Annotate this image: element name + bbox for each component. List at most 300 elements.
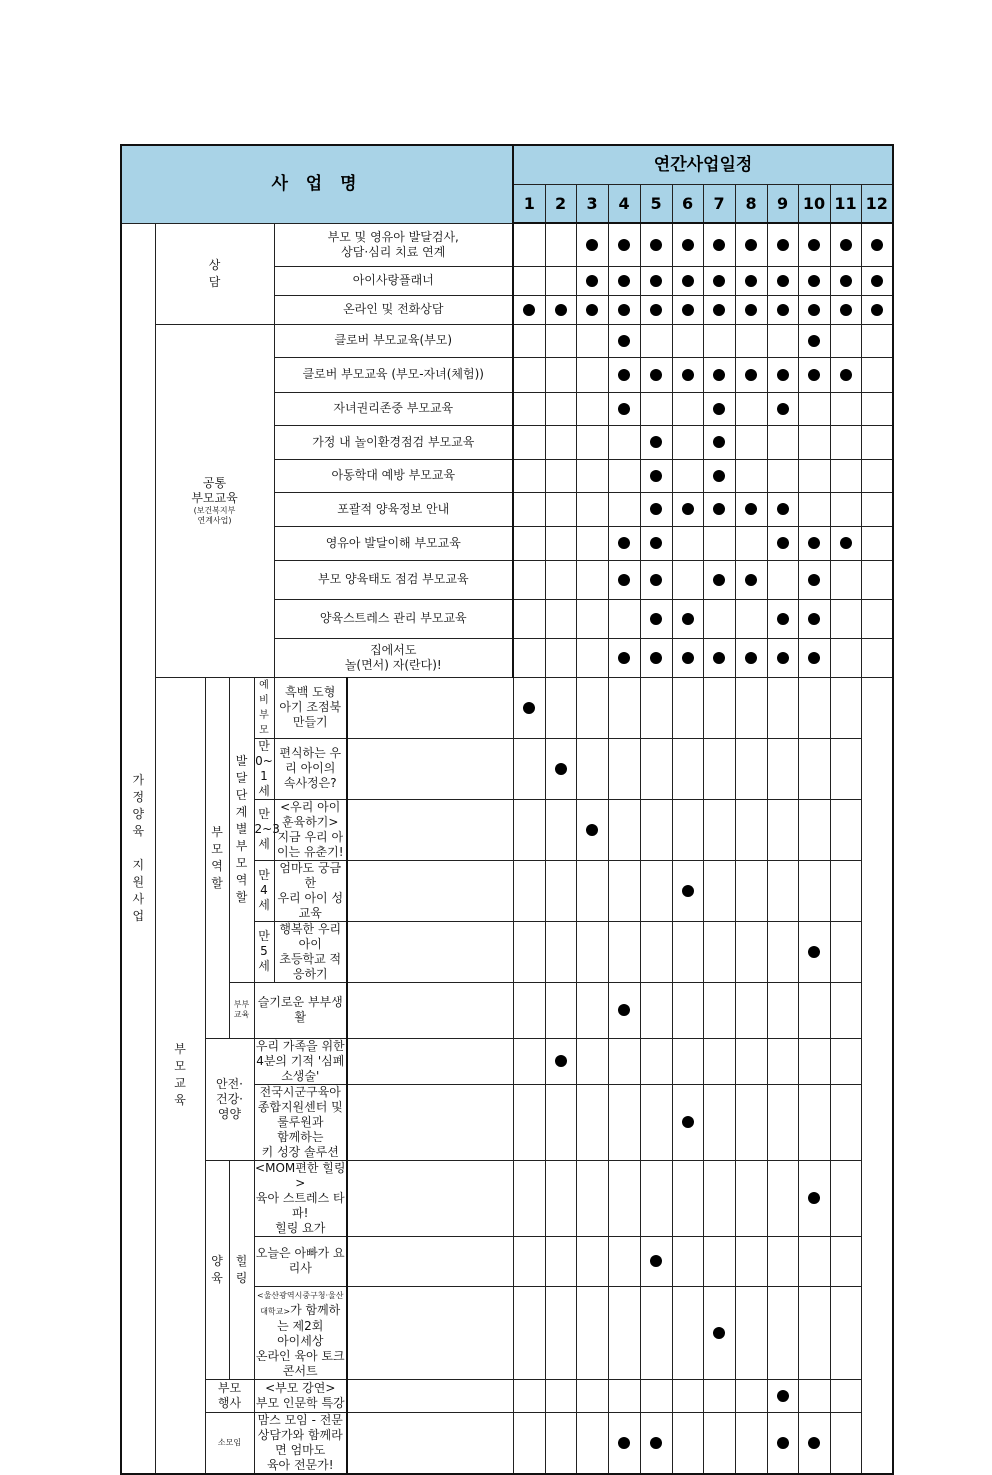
month-cell bbox=[735, 599, 767, 638]
month-cell bbox=[513, 266, 545, 295]
month-cell bbox=[830, 638, 861, 677]
month-cell bbox=[798, 266, 830, 295]
month-cell bbox=[576, 982, 608, 1038]
program-name: <부모 강연> 부모 인문학 특강 bbox=[254, 1379, 347, 1412]
month-cell bbox=[576, 357, 608, 392]
month-cell bbox=[513, 295, 545, 324]
program-name: 영유아 발달이해 부모교육 bbox=[274, 526, 513, 560]
month-cell bbox=[513, 1236, 545, 1286]
month-cell bbox=[830, 223, 861, 266]
month-cell bbox=[545, 860, 576, 921]
program-name: 맘스 모임 - 전문 상담가와 함께라면 엄마도 육아 전문가! bbox=[254, 1412, 347, 1474]
month-cell bbox=[608, 266, 640, 295]
month-cell bbox=[640, 266, 672, 295]
month-cell bbox=[545, 392, 576, 425]
scheduled-dot bbox=[682, 652, 694, 664]
month-cell bbox=[798, 1038, 830, 1084]
month-cell bbox=[672, 1236, 703, 1286]
month-cell bbox=[798, 1379, 830, 1412]
month-cell bbox=[861, 425, 893, 459]
scheduled-dot bbox=[618, 1004, 630, 1016]
scheduled-dot bbox=[650, 503, 662, 515]
month-cell bbox=[798, 982, 830, 1038]
month-cell bbox=[703, 295, 735, 324]
month-cell bbox=[767, 295, 798, 324]
scheduled-dot bbox=[682, 304, 694, 316]
program-name: 클로버 부모교육(부모) bbox=[274, 324, 513, 357]
month-cell bbox=[735, 357, 767, 392]
scheduled-dot bbox=[777, 652, 789, 664]
scheduled-dot bbox=[713, 503, 725, 515]
scheduled-dot bbox=[745, 275, 757, 287]
month-cell bbox=[672, 1038, 703, 1084]
scheduled-dot bbox=[618, 304, 630, 316]
month-cell bbox=[703, 459, 735, 492]
program-name: 흑백 도형 아기 조점북 만들기 bbox=[274, 677, 347, 738]
month-cell bbox=[545, 1038, 576, 1084]
month-cell bbox=[861, 638, 893, 677]
month-cell bbox=[545, 1379, 576, 1412]
scheduled-dot bbox=[777, 1390, 789, 1402]
month-cell bbox=[767, 357, 798, 392]
month-cell bbox=[672, 295, 703, 324]
month-cell bbox=[672, 1379, 703, 1412]
month-cell bbox=[545, 492, 576, 526]
scheduled-dot bbox=[618, 239, 630, 251]
scheduled-dot bbox=[777, 369, 789, 381]
scheduled-dot bbox=[618, 574, 630, 586]
month-cell bbox=[513, 860, 545, 921]
scheduled-dot bbox=[808, 946, 820, 958]
program-name: <MOM편한 힐링> 육아 스트레스 타파! 힐링 요가 bbox=[255, 1160, 346, 1235]
month-cell bbox=[608, 223, 640, 266]
month-cell bbox=[513, 324, 545, 357]
scheduled-dot bbox=[713, 470, 725, 482]
program-name: 집에서도 놀(면서) 자(란다)! bbox=[274, 638, 513, 677]
scheduled-dot bbox=[650, 304, 662, 316]
month-cell bbox=[347, 1286, 513, 1379]
month-cell bbox=[608, 799, 640, 860]
month-cell bbox=[861, 492, 893, 526]
scheduled-dot bbox=[650, 1255, 662, 1267]
month-cell bbox=[703, 1160, 735, 1236]
program-name: <우리 아이 훈육하기> 지금 우리 아이는 유춘기! bbox=[274, 799, 347, 860]
month-cell bbox=[513, 223, 545, 266]
month-cell bbox=[798, 223, 830, 266]
month-cell bbox=[576, 295, 608, 324]
month-cell bbox=[830, 677, 861, 738]
month-cell bbox=[545, 425, 576, 459]
month-cell bbox=[830, 599, 861, 638]
month-cell bbox=[640, 982, 672, 1038]
scheduled-dot bbox=[618, 403, 630, 415]
scheduled-dot bbox=[808, 275, 820, 287]
month-header: 9 bbox=[767, 185, 798, 224]
month-cell bbox=[347, 1160, 513, 1236]
month-cell bbox=[576, 1379, 608, 1412]
scheduled-dot bbox=[777, 613, 789, 625]
schedule-row bbox=[121, 324, 893, 357]
scheduled-dot bbox=[840, 239, 852, 251]
month-cell bbox=[545, 295, 576, 324]
month-cell bbox=[798, 1160, 830, 1236]
month-cell bbox=[640, 1412, 672, 1474]
scheduled-dot bbox=[555, 1055, 567, 1067]
scheduled-dot bbox=[808, 537, 820, 549]
month-cell bbox=[545, 599, 576, 638]
program-name: 슬기로운 부부생활 bbox=[254, 982, 347, 1038]
scheduled-dot bbox=[650, 275, 662, 287]
month-cell bbox=[576, 1412, 608, 1474]
scheduled-dot bbox=[840, 304, 852, 316]
month-cell bbox=[735, 459, 767, 492]
scheduled-dot bbox=[682, 503, 694, 515]
month-cell bbox=[703, 560, 735, 599]
month-cell bbox=[576, 425, 608, 459]
month-cell bbox=[830, 1236, 861, 1286]
scheduled-dot bbox=[586, 239, 598, 251]
month-cell bbox=[735, 324, 767, 357]
month-cell bbox=[703, 677, 735, 738]
month-cell bbox=[703, 1236, 735, 1286]
scheduled-dot bbox=[555, 304, 567, 316]
scheduled-dot bbox=[871, 304, 883, 316]
month-cell bbox=[735, 982, 767, 1038]
month-cell bbox=[830, 526, 861, 560]
month-cell bbox=[640, 1236, 672, 1286]
month-cell bbox=[703, 599, 735, 638]
age-group: 만 5세 bbox=[254, 921, 274, 982]
month-cell bbox=[735, 266, 767, 295]
month-cell bbox=[608, 1412, 640, 1474]
category-common-title: 공통 부모교육 bbox=[191, 475, 238, 505]
month-cell bbox=[672, 266, 703, 295]
month-cell bbox=[735, 560, 767, 599]
scheduled-dot bbox=[523, 702, 535, 714]
scheduled-dot bbox=[808, 239, 820, 251]
schedule-row bbox=[121, 1160, 893, 1236]
month-cell bbox=[608, 560, 640, 599]
month-cell bbox=[830, 1379, 861, 1412]
month-cell bbox=[798, 324, 830, 357]
month-cell bbox=[767, 526, 798, 560]
scheduled-dot bbox=[523, 304, 535, 316]
scheduled-dot bbox=[808, 1192, 820, 1204]
month-cell bbox=[608, 459, 640, 492]
month-cell bbox=[703, 860, 735, 921]
month-cell bbox=[545, 357, 576, 392]
month-header: 3 bbox=[576, 185, 608, 224]
month-cell bbox=[703, 1038, 735, 1084]
month-cell bbox=[513, 1084, 545, 1160]
month-cell bbox=[703, 799, 735, 860]
month-cell bbox=[735, 425, 767, 459]
month-cell bbox=[735, 223, 767, 266]
month-cell bbox=[798, 1236, 830, 1286]
month-cell bbox=[513, 738, 545, 799]
month-cell bbox=[640, 1084, 672, 1160]
month-cell bbox=[798, 921, 830, 982]
month-cell bbox=[608, 295, 640, 324]
scheduled-dot bbox=[713, 436, 725, 448]
scheduled-dot bbox=[745, 652, 757, 664]
month-cell bbox=[513, 357, 545, 392]
scheduled-dot bbox=[871, 275, 883, 287]
scheduled-dot bbox=[713, 574, 725, 586]
month-cell bbox=[703, 392, 735, 425]
program-name: 전국시군구육아종합지원센터 및 룰루원과 함께하는 키 성장 솔루션 bbox=[254, 1084, 347, 1160]
program-name: 클로버 부모교육 (부모-자녀(체험)) bbox=[274, 357, 513, 392]
program-name-prefix: <울산광역시중구청·울산대학교> bbox=[256, 1290, 344, 1316]
month-cell bbox=[672, 492, 703, 526]
month-header: 12 bbox=[861, 185, 893, 224]
month-cell bbox=[576, 860, 608, 921]
scheduled-dot bbox=[713, 275, 725, 287]
scheduled-dot bbox=[745, 503, 757, 515]
month-cell bbox=[513, 425, 545, 459]
program-name: 부모 및 영유아 발달검사, 상담·심리 치료 연계 bbox=[274, 223, 513, 266]
month-cell bbox=[767, 799, 798, 860]
category-common-subtitle: (보건복지부 연계사업) bbox=[193, 505, 236, 525]
month-cell bbox=[640, 860, 672, 921]
month-cell bbox=[703, 1379, 735, 1412]
category-healing: 힐 링 bbox=[229, 1160, 254, 1379]
month-cell bbox=[703, 738, 735, 799]
month-cell bbox=[703, 1286, 735, 1379]
month-header: 1 bbox=[513, 185, 545, 224]
month-cell bbox=[830, 357, 861, 392]
schedule-row bbox=[121, 677, 893, 738]
month-cell bbox=[640, 1286, 672, 1379]
program-name: 포괄적 양육정보 안내 bbox=[274, 492, 513, 526]
month-cell bbox=[830, 1038, 861, 1084]
month-cell bbox=[513, 526, 545, 560]
scheduled-dot bbox=[650, 239, 662, 251]
month-cell bbox=[703, 324, 735, 357]
scheduled-dot bbox=[713, 239, 725, 251]
month-cell bbox=[640, 1160, 672, 1236]
month-cell bbox=[767, 392, 798, 425]
age-group: 만 2~3세 bbox=[254, 799, 274, 860]
month-cell bbox=[672, 982, 703, 1038]
month-cell bbox=[703, 1084, 735, 1160]
month-cell bbox=[347, 799, 513, 860]
month-cell bbox=[735, 638, 767, 677]
month-cell bbox=[735, 526, 767, 560]
month-cell bbox=[767, 1412, 798, 1474]
month-cell bbox=[640, 738, 672, 799]
month-cell bbox=[798, 357, 830, 392]
month-cell bbox=[703, 638, 735, 677]
scheduled-dot bbox=[682, 275, 694, 287]
month-cell bbox=[767, 738, 798, 799]
month-cell bbox=[798, 425, 830, 459]
month-cell bbox=[545, 1236, 576, 1286]
month-cell bbox=[347, 860, 513, 921]
month-cell bbox=[513, 1379, 545, 1412]
scheduled-dot bbox=[871, 239, 883, 251]
scheduled-dot bbox=[777, 304, 789, 316]
month-cell bbox=[798, 677, 830, 738]
month-cell bbox=[735, 738, 767, 799]
month-header: 11 bbox=[830, 185, 861, 224]
age-group: 예비부모 bbox=[254, 677, 274, 738]
month-cell bbox=[640, 560, 672, 599]
scheduled-dot bbox=[618, 652, 630, 664]
month-cell bbox=[830, 295, 861, 324]
month-cell bbox=[576, 492, 608, 526]
program-name: 우리 가족을 위한 4분의 기적 '심폐소생술' bbox=[254, 1038, 347, 1084]
month-cell bbox=[861, 526, 893, 560]
month-cell bbox=[861, 560, 893, 599]
program-name: 자녀권리존중 부모교육 bbox=[274, 392, 513, 425]
month-cell bbox=[703, 492, 735, 526]
month-cell bbox=[640, 638, 672, 677]
month-cell bbox=[703, 425, 735, 459]
month-cell bbox=[672, 860, 703, 921]
month-cell bbox=[640, 492, 672, 526]
month-cell bbox=[672, 357, 703, 392]
month-cell bbox=[830, 324, 861, 357]
month-cell bbox=[798, 860, 830, 921]
month-header: 10 bbox=[798, 185, 830, 224]
month-cell bbox=[513, 638, 545, 677]
category-parent-education: 부 모 교 육 bbox=[155, 677, 205, 1474]
month-cell bbox=[735, 1084, 767, 1160]
month-cell bbox=[545, 560, 576, 599]
annual-schedule-table bbox=[120, 144, 894, 1475]
month-cell bbox=[608, 1084, 640, 1160]
scheduled-dot bbox=[682, 885, 694, 897]
month-cell bbox=[703, 223, 735, 266]
program-name: 오늘은 아빠가 요리사 bbox=[254, 1236, 347, 1286]
month-cell bbox=[735, 1379, 767, 1412]
month-cell bbox=[830, 1412, 861, 1474]
month-cell bbox=[830, 459, 861, 492]
scheduled-dot bbox=[682, 1116, 694, 1128]
month-cell bbox=[347, 982, 513, 1038]
program-name: 양육스트레스 관리 부모교육 bbox=[274, 599, 513, 638]
month-cell bbox=[545, 1286, 576, 1379]
month-cell bbox=[830, 1286, 861, 1379]
month-cell bbox=[830, 392, 861, 425]
month-cell bbox=[672, 799, 703, 860]
month-cell bbox=[861, 223, 893, 266]
program-name-rest: 가 함께하는 제2회 아이세상 온라인 육아 토크 콘서트 bbox=[255, 1302, 345, 1378]
month-cell bbox=[672, 324, 703, 357]
month-cell bbox=[672, 738, 703, 799]
scheduled-dot bbox=[808, 574, 820, 586]
month-cell bbox=[672, 392, 703, 425]
month-cell bbox=[798, 560, 830, 599]
month-cell bbox=[576, 799, 608, 860]
month-cell bbox=[798, 1084, 830, 1160]
month-cell bbox=[672, 1286, 703, 1379]
month-cell bbox=[703, 266, 735, 295]
program-name: 아동학대 예방 부모교육 bbox=[274, 459, 513, 492]
month-cell bbox=[545, 921, 576, 982]
month-cell bbox=[672, 677, 703, 738]
age-group: 만 0~ 1세 bbox=[255, 738, 273, 798]
month-cell bbox=[513, 492, 545, 526]
scheduled-dot bbox=[745, 239, 757, 251]
month-cell bbox=[545, 223, 576, 266]
program-name bbox=[254, 1286, 347, 1379]
month-cell bbox=[861, 599, 893, 638]
scheduled-dot bbox=[713, 1327, 725, 1339]
schedule-row bbox=[121, 1038, 893, 1084]
month-cell bbox=[545, 526, 576, 560]
month-cell bbox=[576, 1038, 608, 1084]
month-cell bbox=[347, 677, 513, 738]
month-cell bbox=[861, 324, 893, 357]
month-cell bbox=[576, 599, 608, 638]
month-cell bbox=[735, 492, 767, 526]
month-header: 7 bbox=[703, 185, 735, 224]
scheduled-dot bbox=[713, 403, 725, 415]
program-name: 행복한 우리아이 초등학교 적응하기 bbox=[274, 921, 347, 982]
month-cell bbox=[608, 425, 640, 459]
scheduled-dot bbox=[555, 763, 567, 775]
program-name: 엄마도 궁금한 우리 아이 성교육 bbox=[274, 860, 347, 921]
month-cell bbox=[767, 459, 798, 492]
month-cell bbox=[513, 1038, 545, 1084]
scheduled-dot bbox=[682, 613, 694, 625]
month-cell bbox=[830, 492, 861, 526]
month-cell bbox=[576, 1236, 608, 1286]
month-cell bbox=[513, 459, 545, 492]
month-cell bbox=[608, 921, 640, 982]
month-cell bbox=[347, 921, 513, 982]
month-cell bbox=[608, 526, 640, 560]
month-cell bbox=[861, 266, 893, 295]
month-cell bbox=[545, 677, 576, 738]
month-cell bbox=[347, 1412, 513, 1474]
month-cell bbox=[830, 425, 861, 459]
month-cell bbox=[830, 799, 861, 860]
schedule-row bbox=[121, 1412, 893, 1474]
scheduled-dot bbox=[808, 304, 820, 316]
month-cell bbox=[767, 677, 798, 738]
month-cell bbox=[576, 677, 608, 738]
month-cell bbox=[576, 392, 608, 425]
program-name: 아이사랑플래너 bbox=[274, 266, 513, 295]
scheduled-dot bbox=[840, 369, 852, 381]
month-cell bbox=[861, 295, 893, 324]
month-cell bbox=[608, 638, 640, 677]
program-name: 가정 내 놀이환경점검 부모교육 bbox=[274, 425, 513, 459]
scheduled-dot bbox=[618, 1437, 630, 1449]
month-cell bbox=[672, 921, 703, 982]
month-cell bbox=[640, 526, 672, 560]
month-cell bbox=[513, 677, 545, 738]
month-header: 4 bbox=[608, 185, 640, 224]
scheduled-dot bbox=[650, 613, 662, 625]
month-cell bbox=[672, 1412, 703, 1474]
month-cell bbox=[347, 1236, 513, 1286]
month-cell bbox=[767, 492, 798, 526]
month-cell bbox=[798, 295, 830, 324]
month-cell bbox=[830, 1084, 861, 1160]
month-header: 5 bbox=[640, 185, 672, 224]
month-cell bbox=[767, 324, 798, 357]
scheduled-dot bbox=[808, 369, 820, 381]
month-cell bbox=[608, 982, 640, 1038]
month-cell bbox=[767, 1236, 798, 1286]
month-cell bbox=[798, 599, 830, 638]
month-cell bbox=[640, 392, 672, 425]
month-cell bbox=[513, 599, 545, 638]
